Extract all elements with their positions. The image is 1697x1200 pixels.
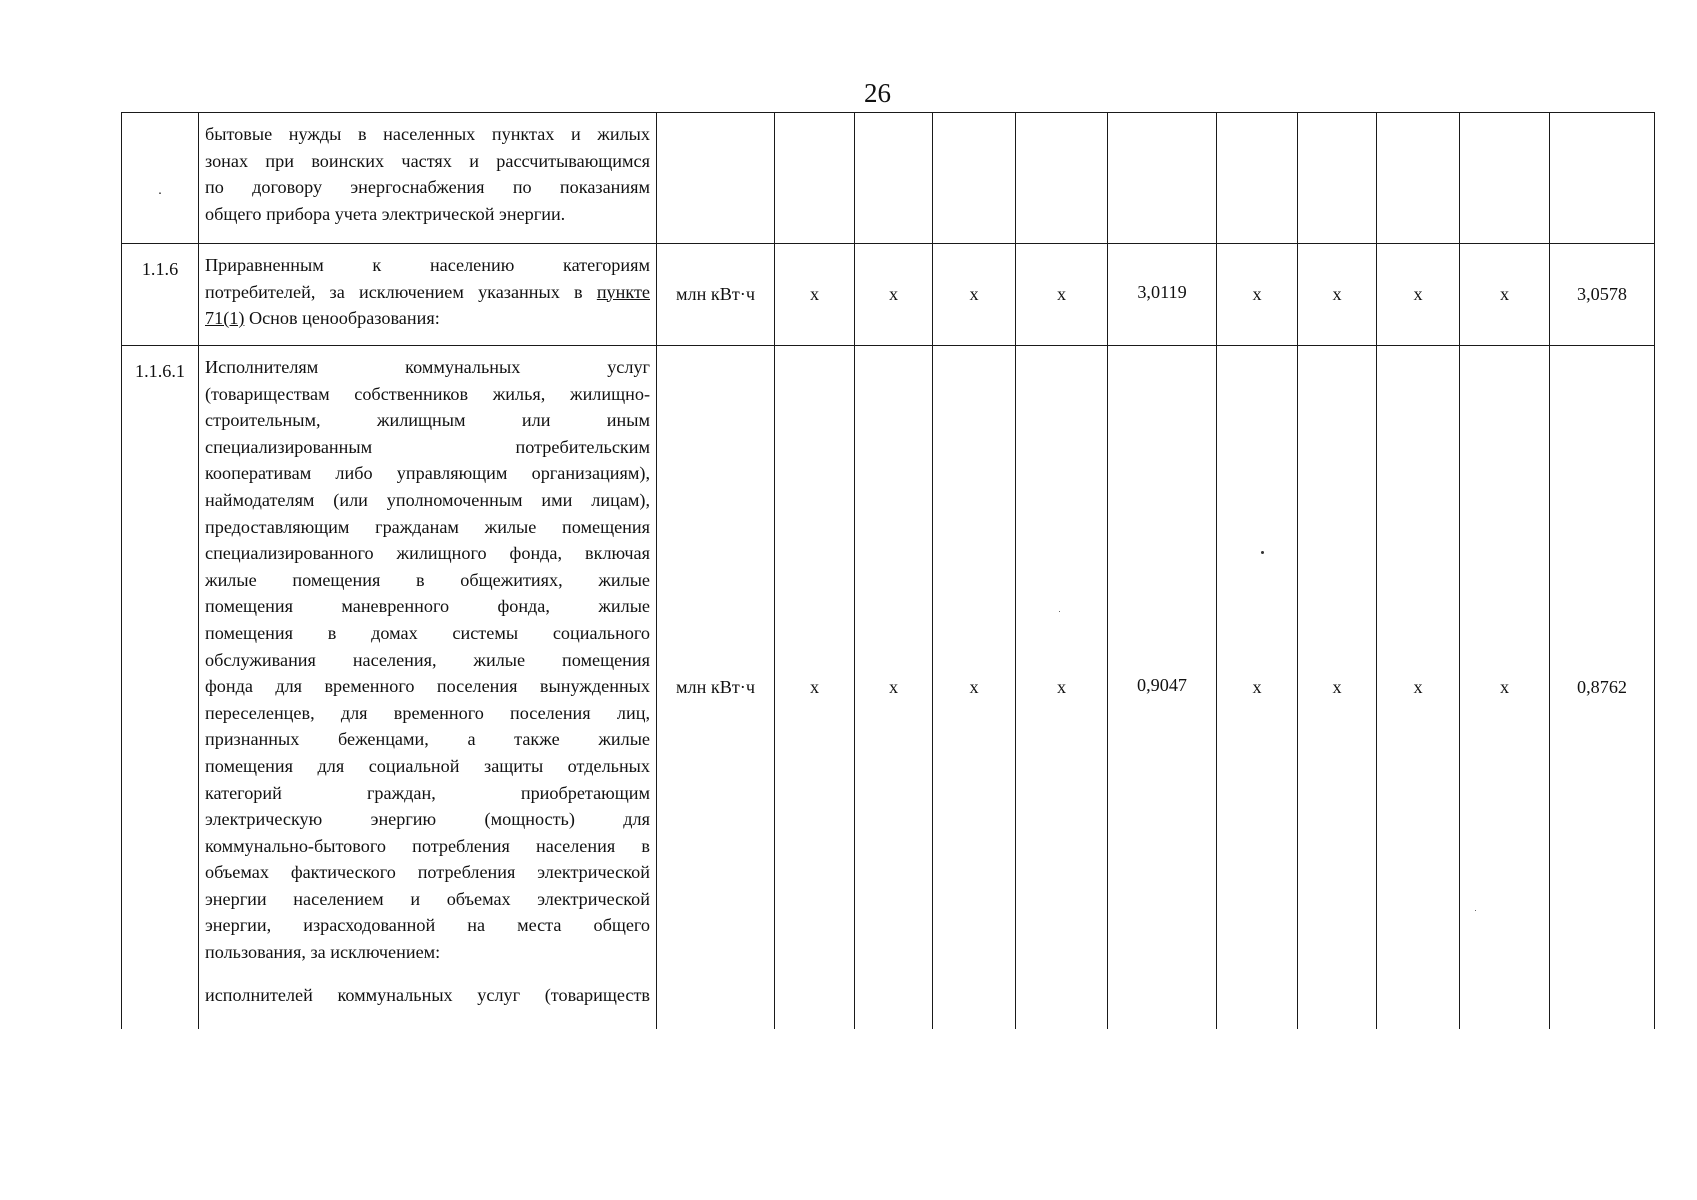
value-cell: x [933, 346, 1016, 1029]
value-cell: x [1460, 346, 1550, 1029]
row-description [199, 113, 657, 244]
scan-speck [1475, 910, 1476, 911]
value-cell [855, 113, 933, 244]
table-row [122, 244, 1655, 346]
scan-speck [1261, 551, 1264, 554]
row-number-cell: 1.1.6 [122, 244, 199, 346]
value-cell: x [775, 346, 855, 1029]
description-line: исполнителей коммунальных услуг (товариществ [205, 984, 650, 1005]
link-punkt[interactable]: пункте [596, 281, 650, 302]
value-cell [775, 113, 855, 244]
value-cell [1460, 113, 1550, 244]
description-line: наймодателям (или уполномоченным ими лицам), [205, 489, 650, 510]
value-cell [1377, 113, 1460, 244]
row-description [199, 346, 657, 1029]
description-line: энергии, израсходованной на места общего [205, 915, 650, 936]
unit-cell: млн кВт·ч [657, 346, 775, 1029]
description-line: кооперативам либо управляющим организациям), [205, 463, 650, 484]
description-line: 71(1) Основ ценообразования: [205, 308, 440, 329]
value-cell: 0,8762 [1550, 346, 1655, 1029]
value-cell [1016, 113, 1108, 244]
description-line: Исполнителям коммунальных услуг [205, 357, 650, 377]
description-line: зонах при воинских частях и рассчитывающимся [205, 150, 650, 171]
value-cell: x [1377, 244, 1460, 346]
row-marker: . [158, 183, 162, 199]
description-line: коммунально-бытового потребления населения в [205, 835, 650, 856]
description-line: энергии населением и объемах электрической [205, 888, 650, 909]
description-line: (товариществам собственников жилья, жилищно- [205, 383, 650, 404]
description-line: предоставляющим гражданам жилые помещения [205, 516, 650, 537]
value-cell: 3,0119 [1108, 244, 1217, 346]
description-line: пользования, за исключением: [205, 942, 441, 963]
description-line: потребителей, за исключением указанных в пункте [205, 281, 650, 302]
description-line: помещения для социальной защиты отдельных [205, 755, 650, 776]
row-description [199, 244, 657, 346]
value-cell: x [855, 346, 933, 1029]
value-cell [1298, 113, 1377, 244]
description-line: Приравненным к населению категориям [205, 255, 650, 275]
description-line: по договору энергоснабжения по показаниям [205, 177, 650, 198]
description-line: признанных беженцами, а также жилые [205, 729, 650, 750]
description-line: обслуживания населения, жилые помещения [205, 649, 650, 670]
description-line: фонда для временного поселения вынужденных [205, 676, 650, 697]
row-number-cell: 1.1.6.1 [122, 346, 199, 1029]
description-line: специализированного жилищного фонда, включая [205, 543, 650, 564]
value-cell: x [1016, 346, 1108, 1029]
description-line: помещения в домах системы социального [205, 622, 650, 643]
description-line: помещения маневренного фонда, жилые [205, 596, 650, 617]
value-cell: x [775, 244, 855, 346]
description-line: строительным, жилищным или иным [205, 410, 650, 431]
value-cell [1550, 113, 1655, 244]
description-line: жилые помещения в общежитиях, жилые [205, 569, 650, 590]
value-cell: x [1460, 244, 1550, 346]
page-number: 26 [864, 78, 891, 108]
value-cell: 3,0578 [1550, 244, 1655, 346]
value-cell: x [1298, 244, 1377, 346]
description-line: общего прибора учета электрической энергии. [205, 203, 566, 224]
description-line: бытовые нужды в населенных пунктах и жилых [205, 124, 650, 144]
value-cell: x [855, 244, 933, 346]
value-cell: x [1377, 346, 1460, 1029]
link-punkt-number[interactable]: 71(1) [205, 308, 245, 329]
description-line: электрическую энергию (мощность) для [205, 809, 650, 830]
tariff-table [121, 112, 1655, 1029]
value-cell [1108, 113, 1217, 244]
paragraph-spacer [205, 966, 650, 982]
description-line: объемах фактического потребления электрической [205, 862, 650, 883]
value-cell: x [933, 244, 1016, 346]
unit-cell: млн кВт·ч [657, 244, 775, 346]
table-row [122, 113, 1655, 244]
scan-speck [1059, 611, 1060, 612]
value-cell: 0,9047 [1108, 346, 1217, 1029]
unit-cell [657, 113, 775, 244]
value-cell: x [1016, 244, 1108, 346]
value-cell [933, 113, 1016, 244]
table-row [122, 346, 1655, 1029]
row-number-cell [122, 113, 199, 244]
description-line: категорий граждан, приобретающим [205, 782, 650, 803]
value-cell: x [1217, 244, 1298, 346]
description-line: переселенцев, для временного поселения лиц, [205, 702, 650, 723]
value-cell: x [1298, 346, 1377, 1029]
value-cell [1217, 113, 1298, 244]
description-line: специализированным потребительским [205, 436, 650, 457]
value-cell: x [1217, 346, 1298, 1029]
